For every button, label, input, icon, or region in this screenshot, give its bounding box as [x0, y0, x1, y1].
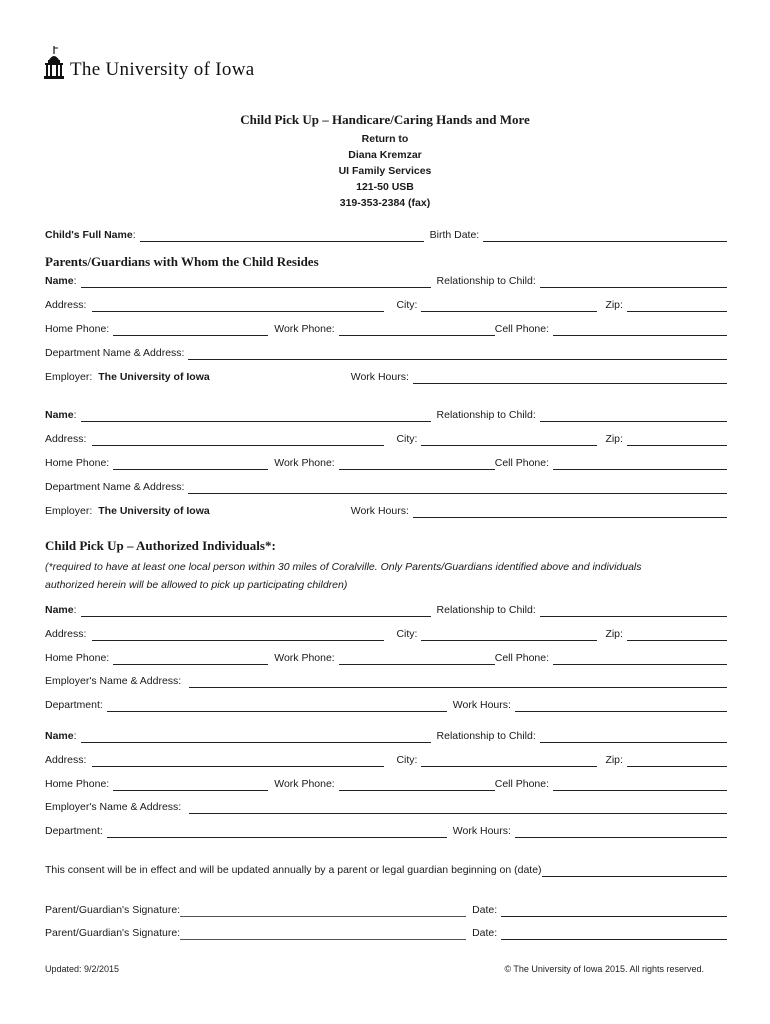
return-dept: UI Family Services [338, 165, 432, 177]
authorized-1-relationship-field[interactable] [540, 604, 727, 617]
guardian-2-employer-value: The University of Iowa [98, 505, 210, 517]
guardian-1-name-field[interactable] [81, 275, 431, 288]
university-logo [44, 46, 254, 80]
authorized-1-home-phone-field[interactable] [113, 652, 268, 665]
authorized-2-phone-row: Home Phone: Work Phone: Cell Phone: [45, 775, 727, 791]
signature-row-1: Parent/Guardian's Signature: Date: [45, 901, 727, 917]
authorized-2-address-field[interactable] [92, 754, 384, 767]
guardian-1-cell-phone-field[interactable] [553, 323, 727, 336]
authorized-1-zip-field[interactable] [627, 628, 727, 641]
birth-date-label: Birth Date: [429, 229, 480, 241]
guardian-1-address-row: Address: City: Zip: [45, 296, 727, 312]
guardian-2-city-field[interactable] [421, 433, 597, 446]
guardian-1-phone-row: Home Phone: Work Phone: Cell Phone: [45, 320, 727, 336]
guardian-2-home-phone-field[interactable] [113, 457, 268, 470]
authorized-2-work-phone-field[interactable] [339, 778, 495, 791]
authorized-1-city-field[interactable] [421, 628, 597, 641]
guardian-1-address-field[interactable] [92, 299, 384, 312]
guardian-2-phone-row: Home Phone: Work Phone: Cell Phone: [45, 454, 727, 470]
child-name-label: Child's Full Name [45, 229, 133, 241]
footer-updated: Updated: 9/2/2015 [45, 964, 120, 974]
authorized-1-dept-row: Department: Work Hours: [45, 696, 727, 712]
guardian-2-cell-phone-field[interactable] [553, 457, 727, 470]
authorized-note: (*required to have at least one local person within 30 miles of Coralville. Only Parents/Guardians identified above and individuals authorized herein will be allowed to pick up participating children) [45, 561, 642, 591]
guardian-1-employer-row: Employer: The University of Iowa Work Hours: [45, 368, 727, 384]
consent-row [45, 861, 727, 877]
authorized-2-employer-field[interactable] [189, 801, 727, 814]
guardian-2-dept-row: Department Name & Address: [45, 478, 727, 494]
authorized-2-name-row: Name : Relationship to Child: [45, 727, 727, 743]
child-name-field[interactable] [140, 229, 424, 242]
guardian-2-employer-row: Employer: The University of Iowa Work Hours: [45, 502, 727, 518]
guardian-1-employer-value: The University of Iowa [98, 371, 210, 383]
logo-wordmark: The University of Iowa [70, 59, 255, 80]
signature-1-field[interactable] [180, 904, 466, 917]
authorized-2-dept-field[interactable] [107, 825, 447, 838]
footer-copyright: © The University of Iowa 2015. All rights reserved. [504, 964, 704, 974]
authorized-1-work-phone-field[interactable] [339, 652, 495, 665]
return-room: 121-50 USB [356, 181, 414, 193]
authorized-2-cell-phone-field[interactable] [553, 778, 727, 791]
guardian-2-address-row: Address: City: Zip: [45, 430, 727, 446]
guardian-1-name-row: Name : Relationship to Child: [45, 272, 727, 288]
authorized-2-dept-row: Department: Work Hours: [45, 822, 727, 838]
authorized-1-phone-row: Home Phone: Work Phone: Cell Phone: [45, 649, 727, 665]
guardian-2-work-hours-field[interactable] [413, 505, 727, 518]
authorized-2-name-field[interactable] [81, 730, 431, 743]
guardian-1-home-phone-field[interactable] [113, 323, 268, 336]
guardian-1-city-field[interactable] [421, 299, 597, 312]
consent-date-field[interactable] [542, 864, 727, 877]
guardian-1-dept-field[interactable] [188, 347, 727, 360]
signature-2-field[interactable] [180, 927, 466, 940]
parents-heading: Parents/Guardians with Whom the Child Resides [45, 254, 319, 269]
return-fax: 319-353-2384 (fax) [339, 197, 431, 209]
authorized-2-relationship-field[interactable] [540, 730, 727, 743]
authorized-1-employer-row: Employer's Name & Address: [45, 672, 727, 688]
consent-text: This consent will be in effect and will be updated annually by a parent or legal guardian beginning on (date) [45, 864, 542, 876]
guardian-2-dept-field[interactable] [188, 481, 727, 494]
authorized-2-city-field[interactable] [421, 754, 597, 767]
authorized-1-name-field[interactable] [81, 604, 431, 617]
guardian-1-dept-row: Department Name & Address: [45, 344, 727, 360]
guardian-1-work-hours-field[interactable] [413, 371, 727, 384]
authorized-2-work-hours-field[interactable] [515, 825, 727, 838]
guardian-1-relationship-field[interactable] [540, 275, 727, 288]
return-to-label: Return to [361, 133, 409, 145]
authorized-1-name-row: Name : Relationship to Child: [45, 601, 727, 617]
child-row: Child's Full Name : Birth Date: [45, 226, 727, 242]
guardian-2-address-field[interactable] [92, 433, 384, 446]
authorized-1-work-hours-field[interactable] [515, 699, 727, 712]
authorized-2-address-row: Address: City: Zip: [45, 751, 727, 767]
old-capitol-icon [44, 46, 64, 80]
signature-row-2: Parent/Guardian's Signature: Date: [45, 924, 727, 940]
form-title: Child Pick Up – Handicare/Caring Hands and More [240, 112, 530, 127]
authorized-2-zip-field[interactable] [627, 754, 727, 767]
return-name: Diana Kremzar [348, 149, 422, 161]
guardian-2-name-field[interactable] [81, 409, 431, 422]
authorized-1-cell-phone-field[interactable] [553, 652, 727, 665]
guardian-2-name-row: Name : Relationship to Child: [45, 406, 727, 422]
birth-date-field[interactable] [483, 229, 727, 242]
guardian-1-zip-field[interactable] [627, 299, 727, 312]
guardian-1-work-phone-field[interactable] [339, 323, 495, 336]
authorized-2-home-phone-field[interactable] [113, 778, 268, 791]
signature-1-date-field[interactable] [501, 904, 727, 917]
authorized-2-employer-row: Employer's Name & Address: [45, 798, 727, 814]
authorized-1-employer-field[interactable] [189, 675, 727, 688]
authorized-1-address-row: Address: City: Zip: [45, 625, 727, 641]
guardian-2-zip-field[interactable] [627, 433, 727, 446]
return-address-block [0, 131, 770, 211]
signature-2-date-field[interactable] [501, 927, 727, 940]
authorized-1-dept-field[interactable] [107, 699, 447, 712]
authorized-1-address-field[interactable] [92, 628, 384, 641]
authorized-heading: Child Pick Up – Authorized Individuals*: [45, 538, 276, 553]
guardian-2-relationship-field[interactable] [540, 409, 727, 422]
guardian-2-work-phone-field[interactable] [339, 457, 495, 470]
